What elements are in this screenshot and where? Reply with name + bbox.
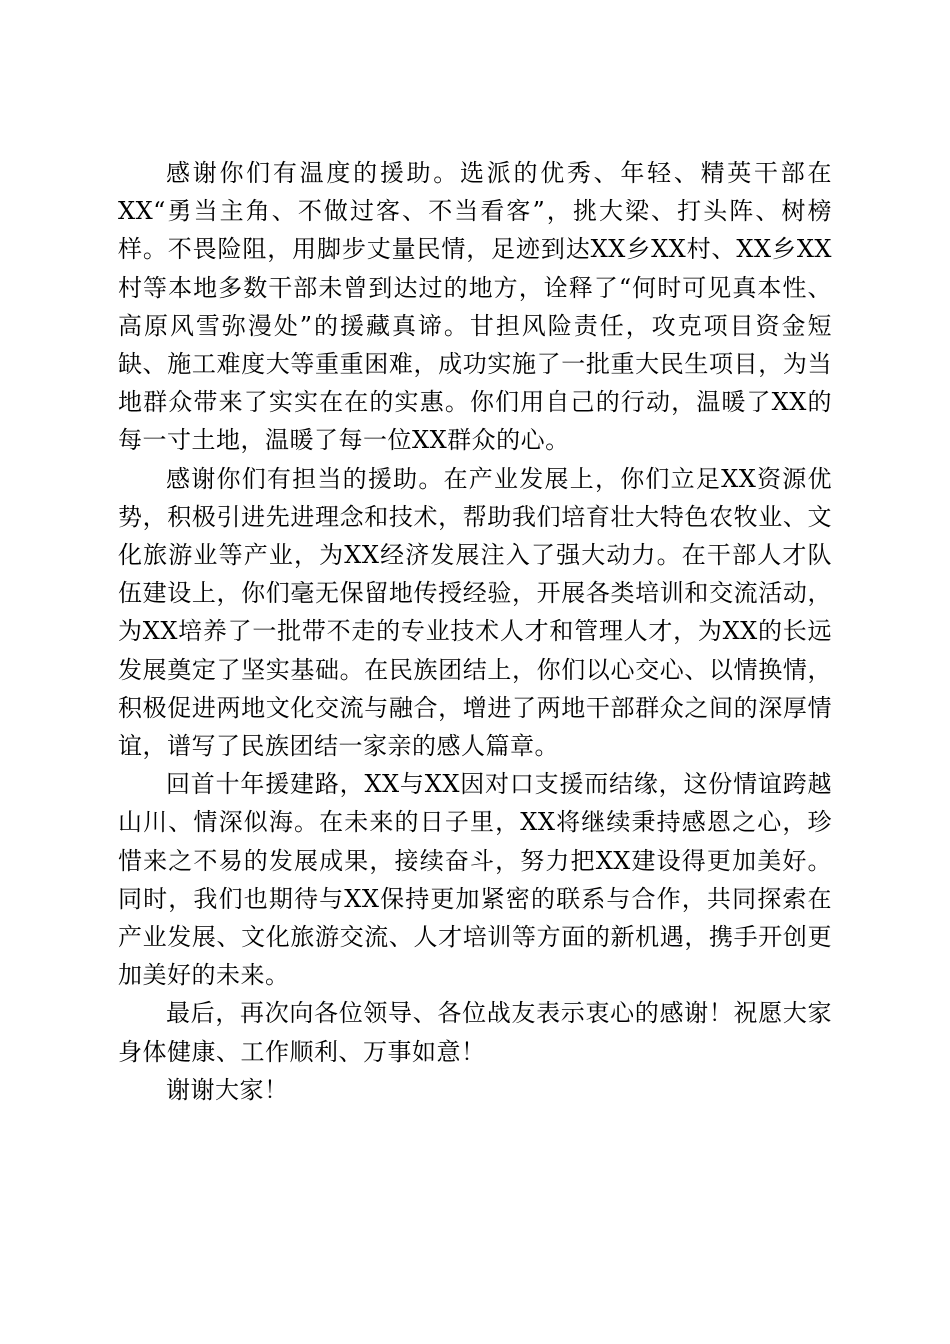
paragraph-thank-you: 谢谢大家！ bbox=[166, 1075, 289, 1104]
paragraph-closing-wishes: 最后，再次向各位领导、各位战友表示衷心的感谢！祝愿大家身体健康、工作顺利、万事如意！ bbox=[118, 999, 832, 1066]
paragraph-looking-back: 回首十年援建路，XX与XX因对口支援而结缘，这份情谊跨越山川、情深似海。在未来的日子里，XX将继续秉持感恩之心，珍惜来之不易的发展成果，接续奋斗，努力把XX建设得更加美好。同时，我们也期待与XX保持更加紧密的联系与合作，共同探索在产业发展、文化旅游交流、人才培训等方面的新机遇，携手开创更加美好的未来。 bbox=[118, 770, 832, 990]
paragraph-thanks-warmth: 感谢你们有温度的援助。选派的优秀、年轻、精英干部在XX“勇当主角、不做过客、不当看客”，挑大梁、打头阵、树榜样。不畏险阻，用脚步丈量民情，足迹到达XX乡XX村、XX乡XX村等本地多数干部未曾到达过的地方，诠释了“何时可见真本性、高原风雪弥漫处”的援藏真谛。甘担风险责任，攻克项目资金短缺、施工难度大等重重困难，成功实施了一批重大民生项目，为当地群众带来了实实在在的实惠。你们用自己的行动，温暖了XX的每一寸土地，温暖了每一位XX群众的心。 bbox=[118, 159, 832, 455]
paragraph-thanks-responsibility: 感谢你们有担当的援助。在产业发展上，你们立足XX资源优势，积极引进先进理念和技术，帮助我们培育壮大特色农牧业、文化旅游业等产业，为XX经济发展注入了强大动力。在干部人才队伍建设上，你们毫无保留地传授经验，开展各类培训和交流活动，为XX培养了一批带不走的专业技术人才和管理人才，为XX的长远发展奠定了坚实基础。在民族团结上，你们以心交心、以情换情，积极促进两地文化交流与融合，增进了两地干部群众之间的深厚情谊，谱写了民族团结一家亲的感人篇章。 bbox=[118, 464, 832, 761]
document-body bbox=[118, 154, 832, 1109]
